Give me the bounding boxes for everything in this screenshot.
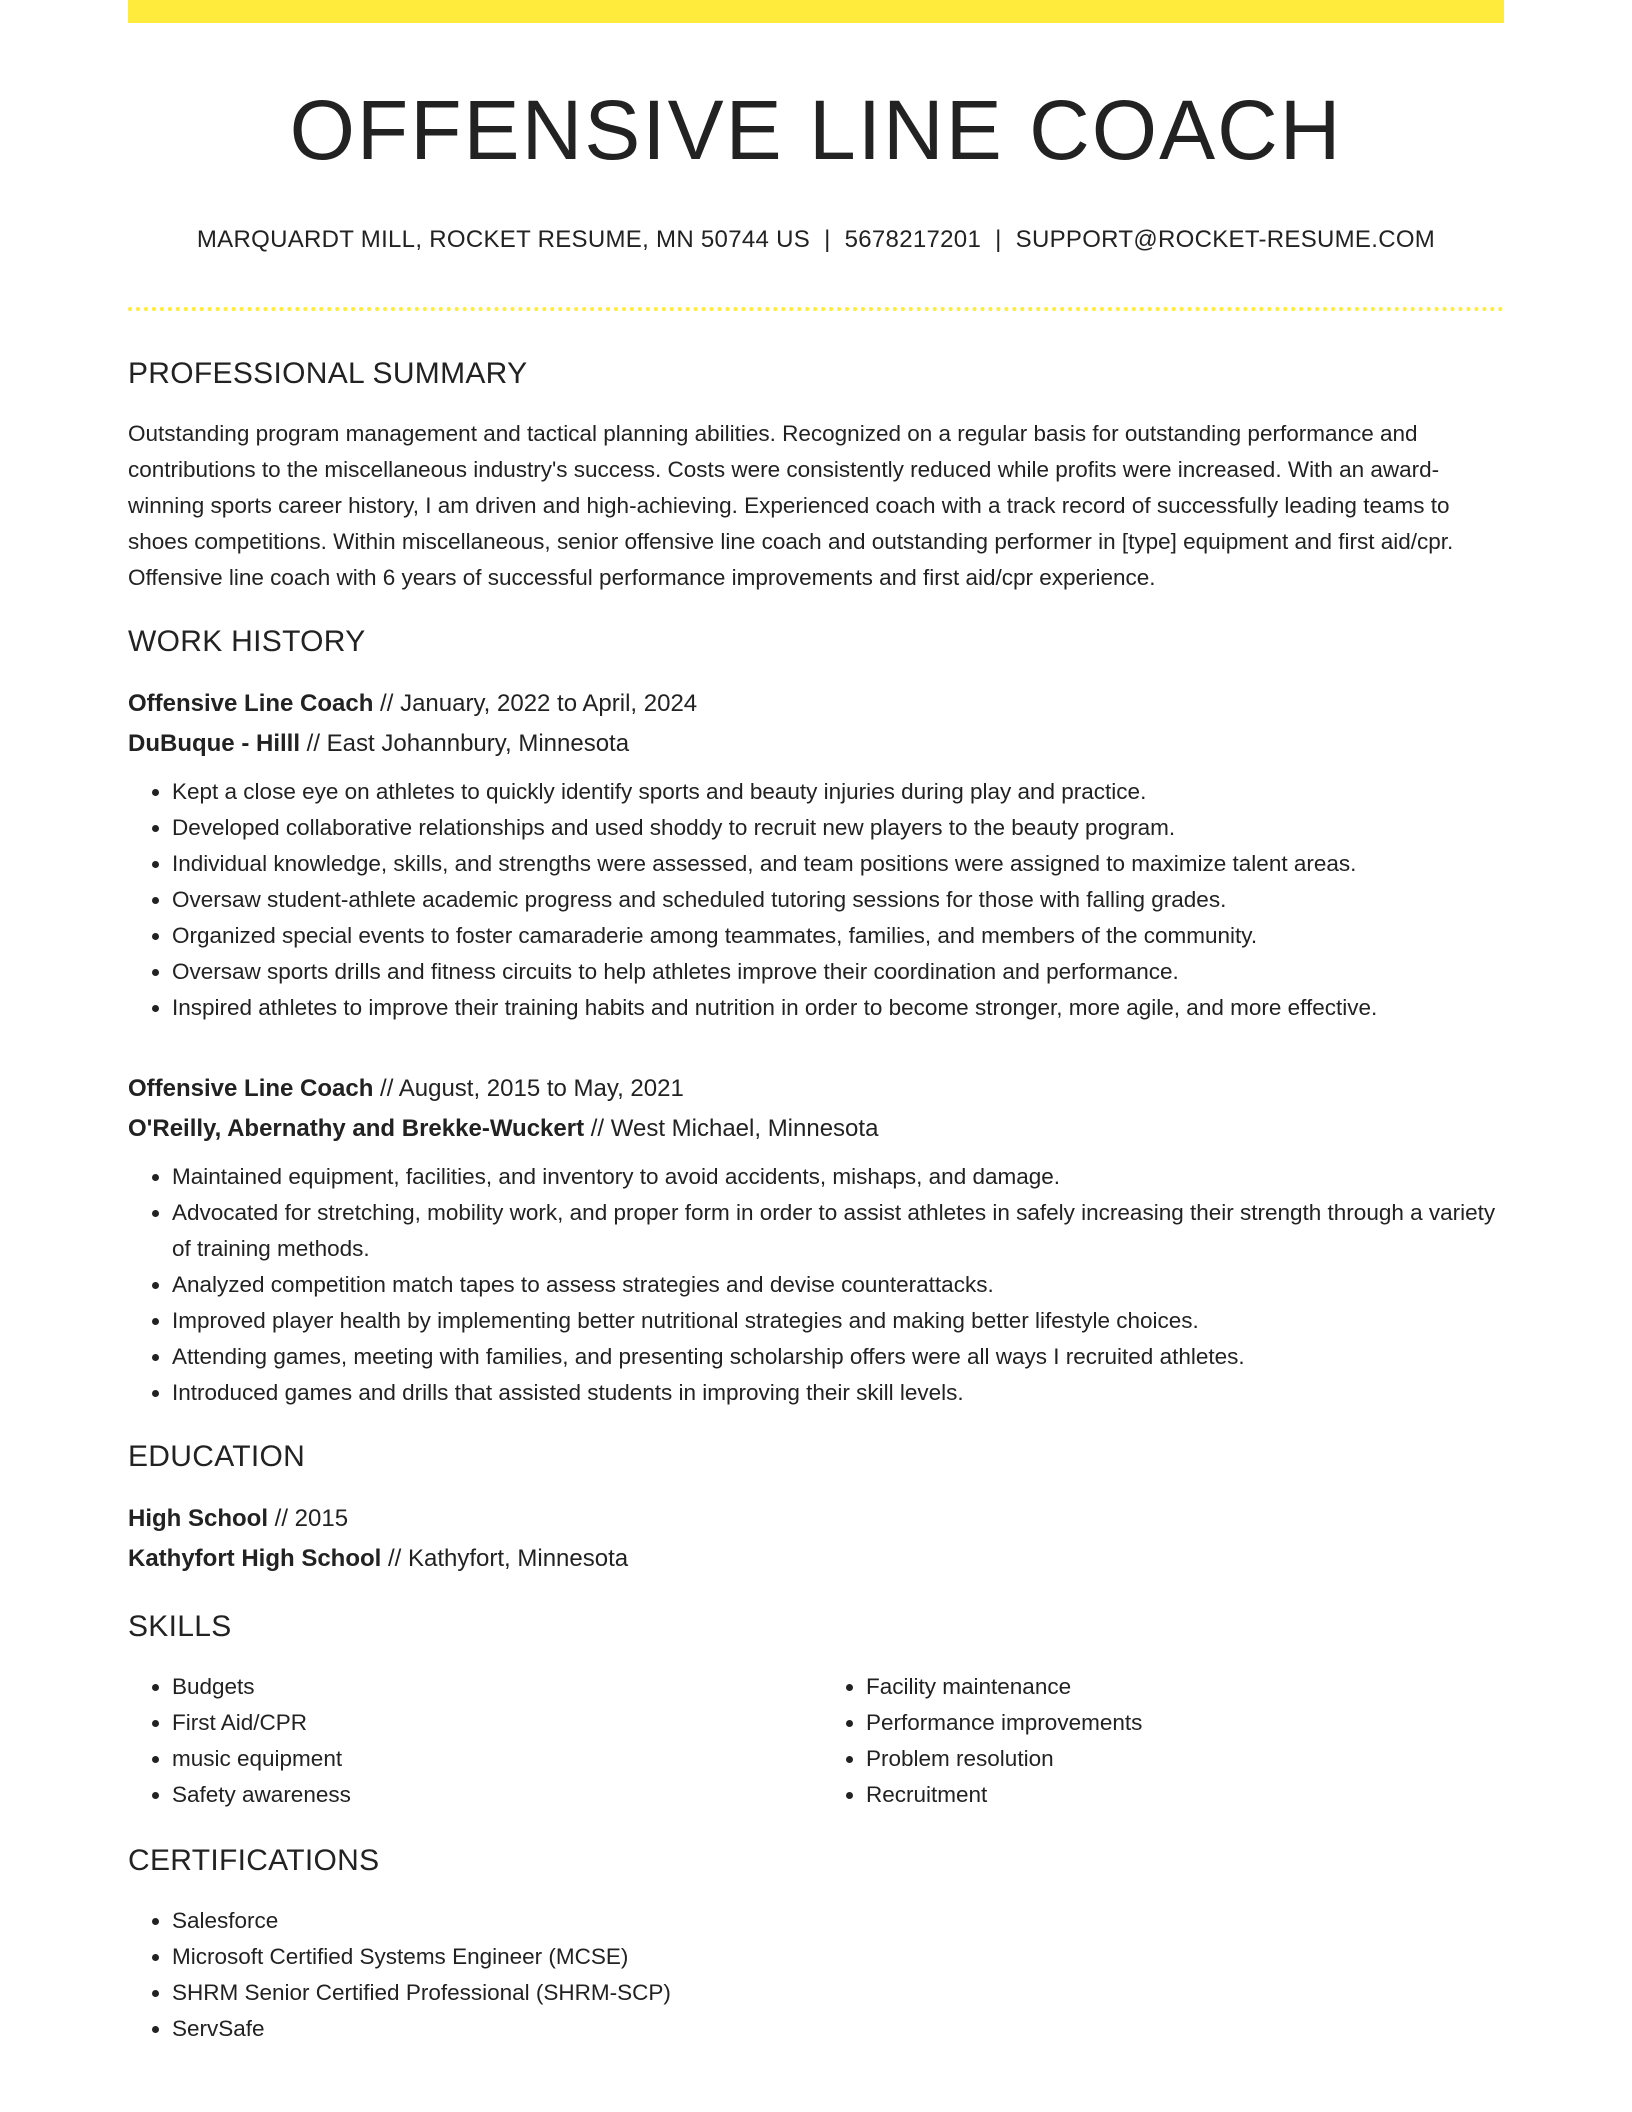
skills-heading: SKILLS xyxy=(128,1610,232,1643)
resume-body xyxy=(128,356,1504,2047)
skills-section xyxy=(128,1609,1504,1813)
skills-column-2 xyxy=(816,1669,1504,1813)
list-item: • Safety awareness xyxy=(172,1777,816,1813)
job-title: Offensive Line Coach xyxy=(128,1075,374,1102)
list-item: • Recruitment xyxy=(866,1777,1504,1813)
certifications-section xyxy=(128,1843,1504,2047)
job-company-line xyxy=(128,724,1504,764)
list-item: • Kept a close eye on athletes to quickly identify sports and beauty injuries during play and practice. xyxy=(172,774,1504,810)
education-degree-line xyxy=(128,1499,1504,1539)
list-item: • Introduced games and drills that assisted students in improving their skill levels. xyxy=(172,1375,1504,1411)
summary-text: Outstanding program management and tactical planning abilities. Recognized on a regular basis for outstanding performance and contributions to the miscellaneous industry's success. Costs were consistently reduced while profits were increased. With an award-winning sports career history, I am driven and high-achieving. Experienced coach with a track record of successfully leading teams to shoes competitions. Within miscellaneous, senior offensive line coach and outstanding performer in [type] equipment and first aid/cpr. Offensive line coach with 6 years of successful performance improvements and first aid/cpr experience. xyxy=(128,421,1454,590)
education-year: // 2015 xyxy=(268,1505,349,1532)
list-item: • music equipment xyxy=(172,1741,816,1777)
list-item: • ServSafe xyxy=(172,2011,1504,2047)
job-title-line xyxy=(128,684,1504,724)
summary-heading: PROFESSIONAL SUMMARY xyxy=(128,357,528,390)
education-school: Kathyfort High School xyxy=(128,1545,382,1572)
dotted-divider xyxy=(128,307,1504,311)
list-item: • Facility maintenance xyxy=(866,1669,1504,1705)
list-item: • Advocated for stretching, mobility work, and proper form in order to assist athletes in safely increasing their strength through a variety of training methods. xyxy=(172,1195,1504,1267)
list-item: • Budgets xyxy=(172,1669,816,1705)
certifications-list xyxy=(128,1903,1504,2047)
job-title: Offensive Line Coach xyxy=(128,690,374,717)
skills-column-1 xyxy=(128,1669,816,1813)
job-dates: // August, 2015 to May, 2021 xyxy=(373,1075,684,1102)
job-entry xyxy=(128,1069,1504,1411)
list-item: • Attending games, meeting with families, and presenting scholarship offers were all ways I recruited athletes. xyxy=(172,1339,1504,1375)
job-title-line xyxy=(128,1069,1504,1109)
summary-section xyxy=(128,356,1504,596)
contact-separator: | xyxy=(824,226,831,253)
job-company: DuBuque - Hilll xyxy=(128,730,300,757)
job-bullets xyxy=(128,774,1504,1026)
education-section xyxy=(128,1439,1504,1579)
job-company: O'Reilly, Abernathy and Brekke-Wuckert xyxy=(128,1115,585,1142)
resume-header xyxy=(128,80,1504,255)
contact-address: MARQUARDT MILL, ROCKET RESUME, MN 50744 US xyxy=(196,226,811,253)
list-item: • Improved player health by implementing better nutritional strategies and making better lifestyle choices. xyxy=(172,1303,1504,1339)
list-item: • Problem resolution xyxy=(866,1741,1504,1777)
education-degree: High School xyxy=(128,1505,268,1532)
skills-columns xyxy=(128,1669,1504,1813)
job-location: // East Johannbury, Minnesota xyxy=(299,730,630,757)
list-item: • Maintained equipment, facilities, and inventory to avoid accidents, mishaps, and damage. xyxy=(172,1159,1504,1195)
resume-title: OFFENSIVE LINE COACH xyxy=(289,83,1343,177)
list-item: • Individual knowledge, skills, and strengths were assessed, and team positions were assigned to maximize talent areas. xyxy=(172,846,1504,882)
contact-email: SUPPORT@ROCKET-RESUME.COM xyxy=(1015,226,1436,253)
list-item: • Developed collaborative relationships and used shoddy to recruit new players to the beauty program. xyxy=(172,810,1504,846)
education-location: // Kathyfort, Minnesota xyxy=(381,1545,629,1572)
job-dates: // January, 2022 to April, 2024 xyxy=(373,690,698,717)
contact-separator: | xyxy=(995,226,1002,253)
contact-phone: 5678217201 xyxy=(844,226,982,253)
job-bullets xyxy=(128,1159,1504,1411)
education-heading: EDUCATION xyxy=(128,1440,306,1473)
work-history-heading: WORK HISTORY xyxy=(128,625,366,658)
list-item: • Analyzed competition match tapes to assess strategies and devise counterattacks. xyxy=(172,1267,1504,1303)
list-item: • Oversaw sports drills and fitness circuits to help athletes improve their coordination and performance. xyxy=(172,954,1504,990)
accent-top-bar xyxy=(128,0,1504,23)
list-item: • Inspired athletes to improve their training habits and nutrition in order to become stronger, more agile, and more effective. xyxy=(172,990,1504,1026)
work-history-section xyxy=(128,624,1504,1411)
job-entry xyxy=(128,684,1504,1026)
list-item: • Salesforce xyxy=(172,1903,1504,1939)
list-item: • SHRM Senior Certified Professional (SHRM-SCP) xyxy=(172,1975,1504,2011)
job-company-line xyxy=(128,1109,1504,1149)
contact-line xyxy=(128,225,1504,255)
list-item: • Performance improvements xyxy=(866,1705,1504,1741)
certifications-heading: CERTIFICATIONS xyxy=(128,1844,380,1877)
job-location: // West Michael, Minnesota xyxy=(584,1115,879,1142)
list-item: • Microsoft Certified Systems Engineer (MCSE) xyxy=(172,1939,1504,1975)
list-item: • Oversaw student-athlete academic progress and scheduled tutoring sessions for those with falling grades. xyxy=(172,882,1504,918)
list-item: • Organized special events to foster camaraderie among teammates, families, and members of the community. xyxy=(172,918,1504,954)
education-school-line xyxy=(128,1539,1504,1579)
list-item: • First Aid/CPR xyxy=(172,1705,816,1741)
